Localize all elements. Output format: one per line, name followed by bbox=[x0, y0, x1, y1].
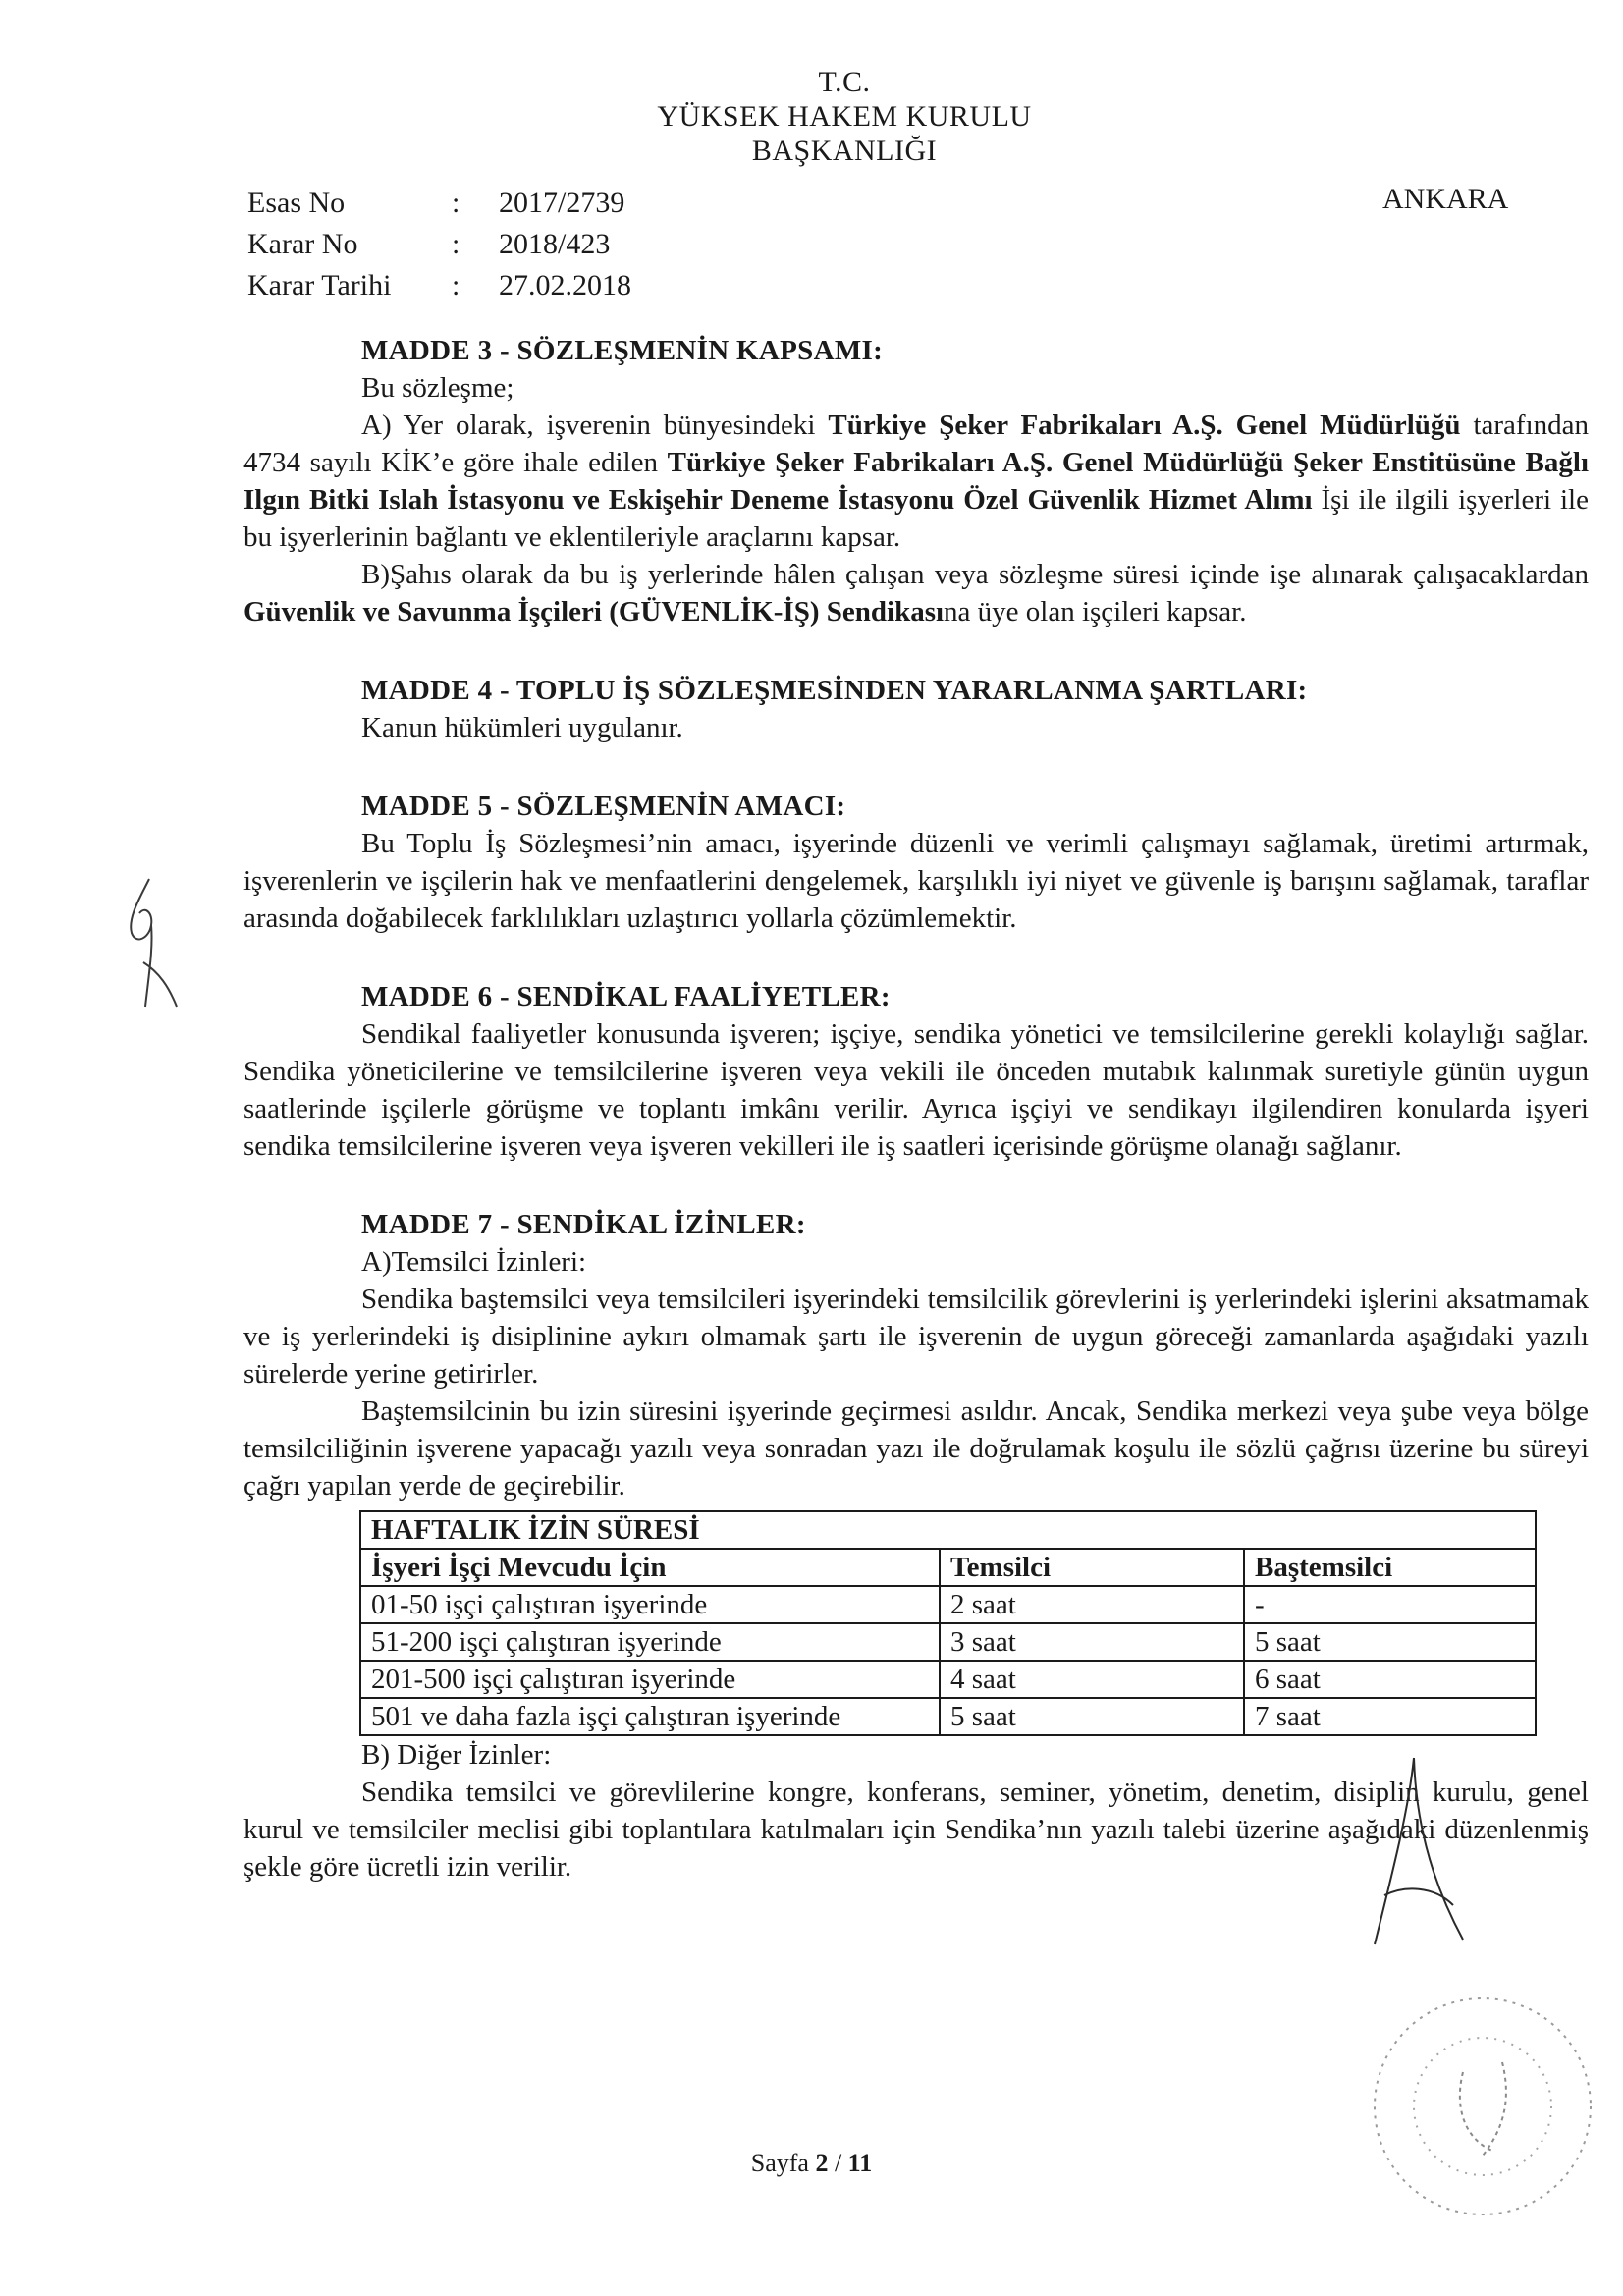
article-6 bbox=[243, 978, 1589, 1165]
page-footer bbox=[0, 2149, 1623, 2178]
table-cell: 7 saat bbox=[1244, 1698, 1536, 1735]
article-4 bbox=[361, 672, 1589, 746]
city-label: ANKARA bbox=[1382, 183, 1509, 215]
meta-row: Karar No : 2018/423 bbox=[247, 224, 631, 265]
header-line-court: YÜKSEK HAKEM KURULU bbox=[657, 100, 1032, 133]
table-title-row bbox=[360, 1511, 1536, 1549]
table-cell: 501 ve daha fazla işçi çalıştıran işyerinde bbox=[360, 1698, 940, 1735]
article-3-heading: MADDE 3 - SÖZLEŞMENİN KAPSAMI: bbox=[361, 335, 884, 366]
article-4-text: Kanun hükümleri uygulanır. bbox=[361, 712, 683, 743]
article-5-heading: MADDE 5 - SÖZLEŞMENİN AMACI: bbox=[361, 791, 846, 822]
table-cell: 4 saat bbox=[940, 1661, 1244, 1698]
article-3 bbox=[243, 332, 1589, 630]
table-cell: 5 saat bbox=[940, 1698, 1244, 1735]
handwritten-mark-icon bbox=[110, 874, 189, 1021]
signature-icon bbox=[1355, 1748, 1483, 1954]
table-row bbox=[360, 1698, 1536, 1735]
article-7-para-2: Baştemsilcinin bu izin süresini işyerinde geçirmesi asıldır. Ancak, Sendika merkezi veya şube veya bölge temsilciliğinin işverene yapacağı yazılı veya sonradan yazı ile doğrulamak koşulu ile sözlü çağrısı üzerine bu süreyi çağrı yapılan yerde de geçirebilir. bbox=[243, 1395, 1589, 1502]
meta-value: 2017/2739 bbox=[499, 187, 625, 219]
article-5-text: Bu Toplu İş Sözleşmesi’nin amacı, işyerinde düzenli ve verimli çalışmayı sağlamak, üretimi artırmak, işverenlerin ve işçilerin hak ve menfaatlerini dengelemek, karşılıklı iyi niyet ve güvenle iş barışını sağlamak, taraflar arasında doğabilecek farklılıkları uzlaştırıcı yollarla çözümlemektir. bbox=[243, 828, 1589, 934]
article-7-para-3: Sendika temsilci ve görevlilerine kongre, konferans, seminer, yönetim, denetim, disiplin kurulu, genel kurul ve temsilciler meclisi gibi toplantılara katılmaları için Sendika’nın yazılı talebi üzerine aşağıdaki düzenlenmiş şekle göre ücretli izin verilir. bbox=[243, 1777, 1589, 1883]
table-row bbox=[360, 1586, 1536, 1623]
page-total: 11 bbox=[847, 2149, 873, 2177]
article-6-text: Sendikal faaliyetler konusunda işveren; işçiye, sendika yönetici ve temsilcilerine gerekli kolaylığı sağlar. Sendika yöneticilerine ve temsilcilerine işveren veya vekili ile önceden mutabık kalınmak suretiyle günün uygun saatlerinde işçilerle görüşme ve toplantı imkânı verilir. Ayrıca işçiyi ve sendikayı ilgilendiren konularda işyeri sendika temsilcilerine işveren veya işveren vekilleri ile iş saatleri içerisinde görüşme olanağı sağlanır. bbox=[243, 1018, 1589, 1162]
table-header-row bbox=[360, 1549, 1536, 1586]
page-label: Sayfa bbox=[750, 2149, 816, 2177]
table-row bbox=[360, 1623, 1536, 1661]
article-7-para-1: Sendika baştemsilci veya temsilcileri işyerindeki temsilcilik görevlerini iş yerlerindeki işlerini aksatmamak ve iş yerlerindeki iş disiplinine aykırı olmamak şartı ile işverenin de uygun göreceği zamanlarda aşağıdaki yazılı sürelerde yerine getirirler. bbox=[243, 1284, 1589, 1390]
article-7-sub-b: B) Diğer İzinler: bbox=[361, 1739, 552, 1771]
table-cell: 6 saat bbox=[1244, 1661, 1536, 1698]
table-cell: 2 saat bbox=[940, 1586, 1244, 1623]
table-cell: 5 saat bbox=[1244, 1623, 1536, 1661]
table-cell: 3 saat bbox=[940, 1623, 1244, 1661]
table-cell: - bbox=[1244, 1586, 1536, 1623]
header-line-tc: T.C. bbox=[818, 66, 871, 98]
weekly-leave-table bbox=[359, 1510, 1537, 1736]
article-4-heading: MADDE 4 - TOPLU İŞ SÖZLEŞMESİNDEN YARARLANMA ŞARTLARI: bbox=[361, 675, 1308, 706]
meta-row: Karar Tarihi : 27.02.2018 bbox=[247, 265, 631, 306]
document-body bbox=[243, 332, 1589, 1886]
meta-value: 27.02.2018 bbox=[499, 269, 631, 301]
column-header: Temsilci bbox=[940, 1549, 1244, 1586]
table-row bbox=[360, 1661, 1536, 1698]
table-title: HAFTALIK İZİN SÜRESİ bbox=[360, 1511, 1536, 1549]
article-5 bbox=[243, 788, 1589, 937]
page-current: 2 bbox=[815, 2149, 829, 2177]
table-cell: 01-50 işçi çalıştıran işyerinde bbox=[360, 1586, 940, 1623]
case-meta bbox=[247, 183, 631, 306]
header-line-presidency: BAŞKANLIĞI bbox=[751, 135, 938, 167]
stamp-seal-icon bbox=[1355, 1984, 1610, 2229]
meta-label: Karar Tarihi bbox=[247, 269, 392, 301]
table-cell: 51-200 işçi çalıştıran işyerinde bbox=[360, 1623, 940, 1661]
table-cell: 201-500 işçi çalıştıran işyerinde bbox=[360, 1661, 940, 1698]
column-header: Baştemsilci bbox=[1244, 1549, 1536, 1586]
meta-label: Esas No bbox=[247, 187, 346, 219]
article-7-heading: MADDE 7 - SENDİKAL İZİNLER: bbox=[361, 1209, 806, 1240]
article-6-heading: MADDE 6 - SENDİKAL FAALİYETLER: bbox=[361, 981, 891, 1012]
issuer-header bbox=[589, 65, 1100, 168]
column-header: İşyeri İşçi Mevcudu İçin bbox=[360, 1549, 940, 1586]
article-3-clause-a: A) Yer olarak, işverenin bünyesindeki Türkiye Şeker Fabrikaları A.Ş. Genel Müdürlüğü tarafından 4734 sayılı KİK’e göre ihale edilen Türkiye Şeker Fabrikaları A.Ş. Genel Müdürlüğü Şeker Enstitüsüne Bağlı Ilgın Bitki Islah İstasyonu ve Eskişehir Deneme İstasyonu Özel Güvenlik Hizmet Alımı İşi ile ilgili işyerleri ile bu işyerlerinin bağlantı ve eklentileriyle araçlarını kapsar. bbox=[243, 410, 1589, 553]
page-separator: / bbox=[828, 2149, 848, 2177]
meta-label: Karar No bbox=[247, 228, 358, 260]
meta-value: 2018/423 bbox=[499, 228, 611, 260]
article-3-intro: Bu sözleşme; bbox=[361, 372, 514, 404]
article-3-clause-b: B)Şahıs olarak da bu iş yerlerinde hâlen çalışan veya sözleşme süresi içinde işe alınarak çalışacaklardan Güvenlik ve Savunma İşçileri (GÜVENLİK-İŞ) Sendikasına üye olan işçileri kapsar. bbox=[243, 559, 1589, 628]
article-7-sub-a: A)Temsilci İzinleri: bbox=[361, 1246, 587, 1278]
meta-row: Esas No : 2017/2739 bbox=[247, 183, 631, 224]
